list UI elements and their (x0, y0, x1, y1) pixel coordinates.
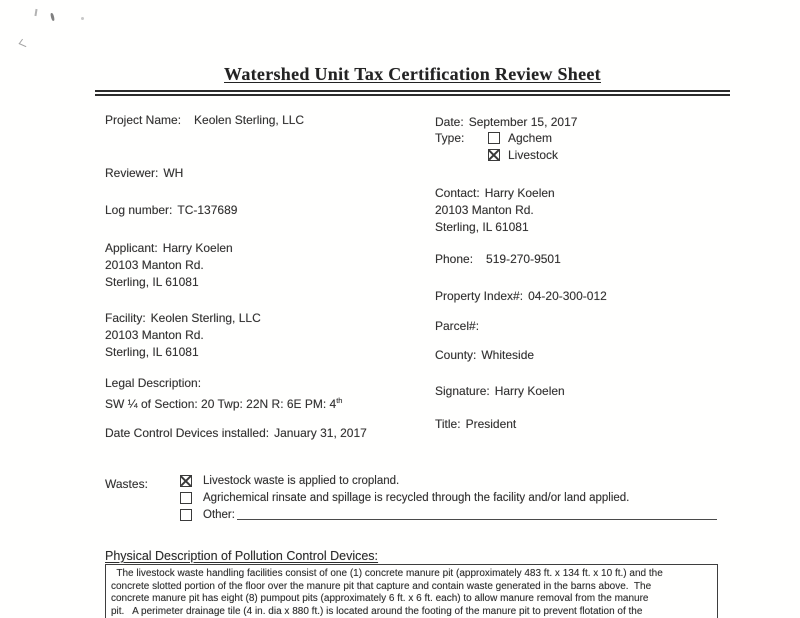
physical-description-heading: Physical Description of Pollution Control Devices: (105, 549, 379, 563)
field-value: Whiteside (481, 348, 535, 362)
field-value: WH (163, 166, 184, 180)
description-line: The livestock waste handling facilities consist of one (1) concrete manure pit (approximately 483 ft. x 134 ft. x 10 ft.) and the (111, 568, 663, 579)
field-contact (435, 185, 555, 236)
field-phone (435, 252, 561, 267)
field-applicant (105, 240, 233, 291)
physical-description-box (105, 564, 718, 618)
field-label: Legal Description: (105, 376, 202, 390)
page-title: Watershed Unit Tax Certification Review Sheet (224, 64, 601, 84)
checkbox-livestock-waste (180, 475, 192, 487)
field-legal-description (105, 375, 342, 413)
field-property-index (435, 289, 607, 304)
checkbox-other (180, 509, 192, 521)
applicant-address-line2: Sterling, IL 61081 (105, 275, 199, 289)
field-label: Date: (435, 115, 464, 129)
scan-artifact (19, 39, 30, 47)
waste-option-agrichemical (180, 492, 717, 504)
field-label: Parcel#: (435, 319, 480, 333)
header-divider (95, 90, 730, 96)
field-project-name (105, 113, 304, 128)
checkbox-label: Agrichemical rinsate and spillage is recycled through the facility and/or land applied. (203, 492, 630, 504)
field-label: Date Control Devices installed: (105, 426, 270, 440)
field-value: Harry Koelen (494, 384, 565, 398)
checkbox-agchem (488, 132, 500, 144)
field-reviewer (105, 166, 183, 181)
field-label: Contact: (435, 186, 480, 200)
waste-option-other (180, 509, 717, 521)
description-line: pit. A perimeter drainage tile (4 in. dia x 880 ft.) is located around the footing of the manure pit to prevent flotation of the (111, 606, 643, 618)
contact-address-line1: 20103 Manton Rd. (435, 203, 534, 217)
waste-option-livestock (180, 475, 717, 487)
field-value: 519-270-9501 (486, 252, 561, 266)
other-blank-line (237, 510, 717, 520)
description-line: concrete slotted portion of the floor over the manure pit that capture and contain waste generated in the barns above. The (111, 580, 652, 592)
field-title (435, 417, 516, 432)
scan-artifact (34, 9, 37, 16)
facility-address-line1: 20103 Manton Rd. (105, 328, 204, 342)
checkbox-agrichemical-rinsate (180, 492, 192, 504)
field-label: Reviewer: (105, 166, 159, 180)
field-label: Applicant: (105, 241, 158, 255)
field-value: Harry Koelen (162, 241, 233, 255)
field-label: Facility: (105, 311, 146, 325)
legal-description-detail: SW ¼ of Section: 20 Twp: 22N R: 6E PM: 4th (105, 396, 343, 411)
field-label: Property Index#: (435, 289, 524, 303)
field-county (435, 348, 534, 363)
field-value: September 15, 2017 (468, 115, 578, 129)
field-label: Log number: (105, 203, 173, 217)
field-facility (105, 310, 261, 361)
field-value: 04-20-300-012 (528, 289, 607, 303)
field-label: County: (435, 348, 477, 362)
field-value: President (465, 417, 517, 431)
field-value: Keolen Sterling, LLC (194, 113, 305, 127)
type-option-livestock (488, 148, 558, 162)
field-value: January 31, 2017 (274, 426, 367, 440)
field-label: Signature: (435, 384, 490, 398)
type-option-agchem (435, 131, 552, 145)
field-label: Title: (435, 417, 461, 431)
scan-artifact (81, 17, 84, 20)
checkbox-label: Other: (203, 509, 235, 521)
field-label: Type: (435, 131, 465, 145)
checkbox-label: Livestock waste is applied to cropland. (203, 475, 400, 487)
field-date (435, 115, 577, 130)
field-log-number (105, 203, 237, 218)
field-value: TC-137689 (177, 203, 238, 217)
description-line: concrete manure pit has eight (8) pumpout pits (approximately 6 ft. x 6 ft. each) to allow manure removal from the manure (111, 593, 649, 605)
field-value: Harry Koelen (484, 186, 555, 200)
field-value: Keolen Sterling, LLC (150, 311, 261, 325)
wastes-label: Wastes: (105, 477, 148, 491)
checkbox-livestock (488, 149, 500, 161)
checkbox-label: Livestock (508, 148, 559, 162)
contact-address-line2: Sterling, IL 61081 (435, 220, 529, 234)
field-signature (435, 384, 565, 399)
field-parcel (435, 319, 484, 334)
applicant-address-line1: 20103 Manton Rd. (105, 258, 204, 272)
field-label: Phone: (435, 252, 474, 266)
facility-address-line2: Sterling, IL 61081 (105, 345, 199, 359)
scan-artifact (50, 13, 54, 21)
checkbox-label: Agchem (508, 131, 553, 145)
field-label: Project Name: (105, 113, 182, 127)
field-date-control-devices (105, 426, 367, 441)
